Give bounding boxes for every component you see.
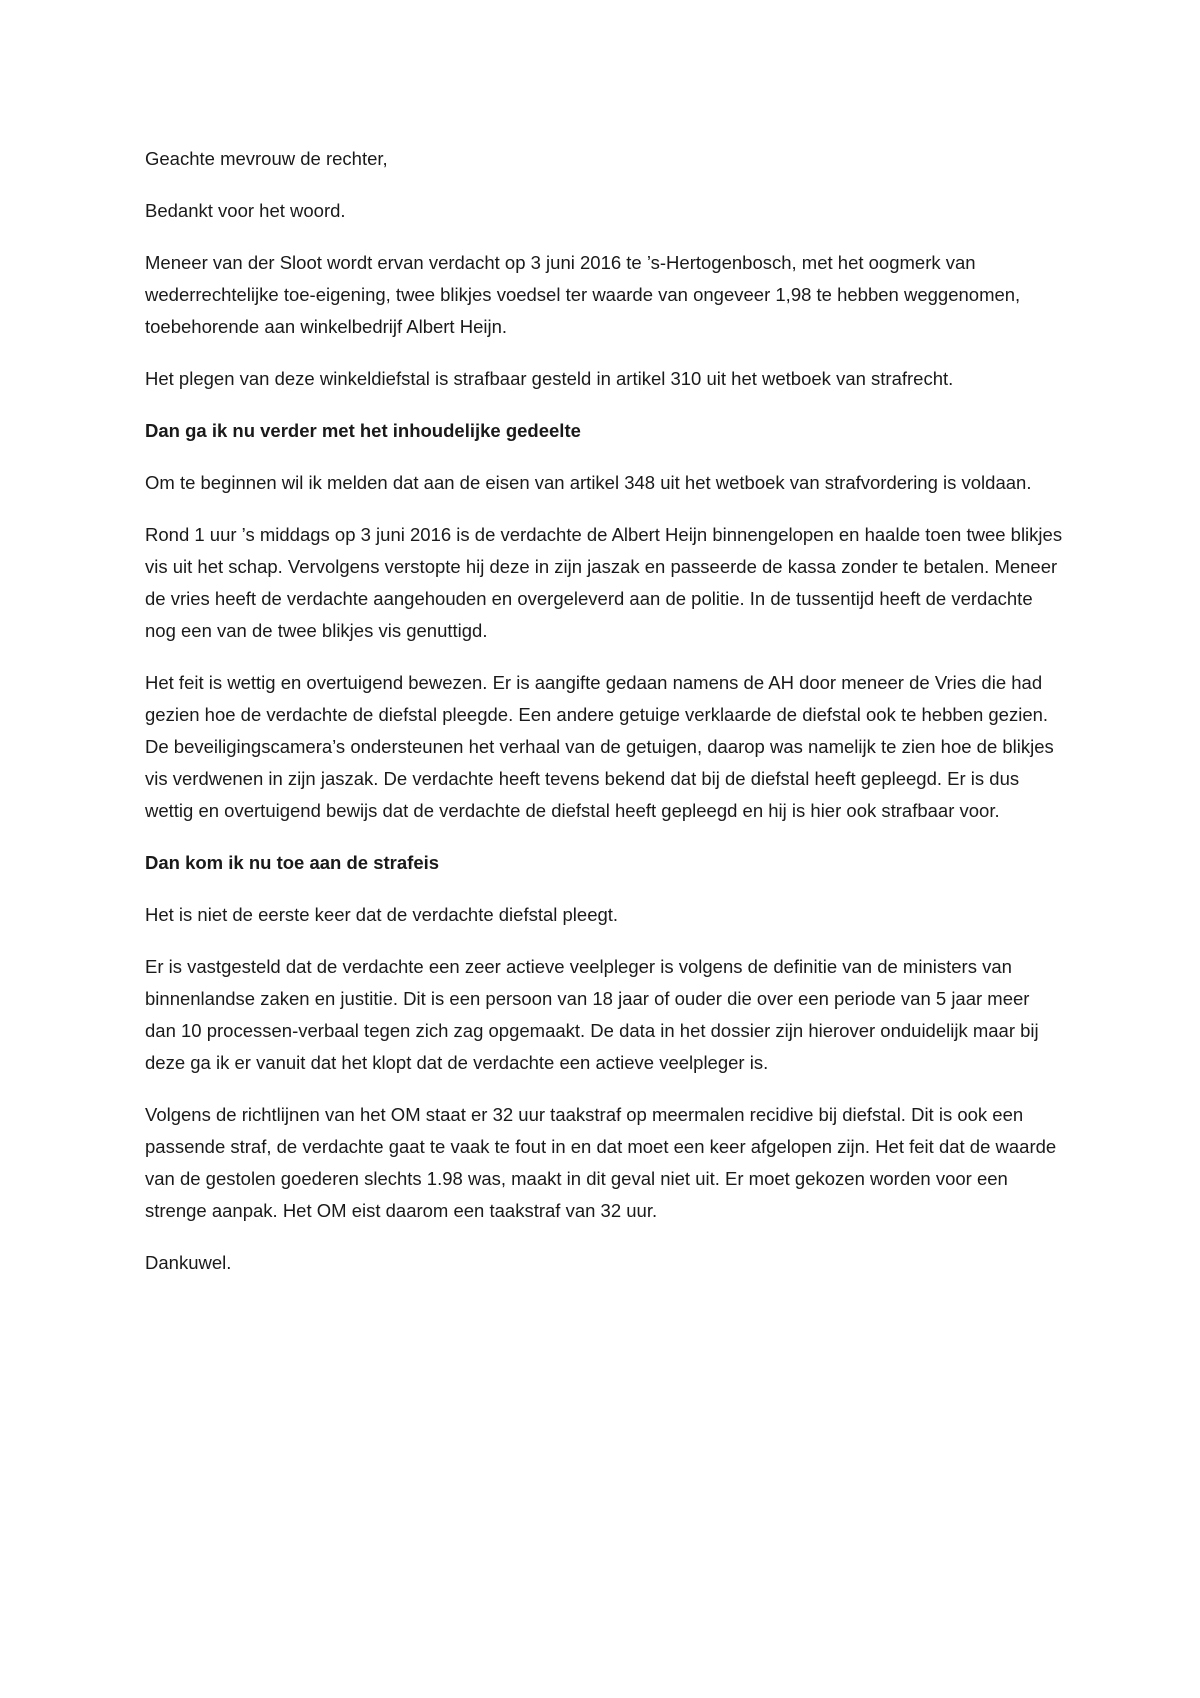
substantive-heading: Dan ga ik nu verder met het inhoudelijke gedeelte [145, 420, 581, 441]
guidelines-paragraph: Volgens de richtlijnen van het OM staat er 32 uur taakstraf op meermalen recidive bij diefstal. Dit is ook een passende straf, de verdachte gaat te vaak te fout in en dat moet een keer afgelopen zijn. Het feit dat de waarde van de gestolen goederen slechts 1.98 was, maakt in dit geval niet uit. Er moet gekozen worden voor een strenge aanpak. Het OM eist daarom een taakstraf van 32 uur. [145, 1104, 1057, 1221]
charge-paragraph: Meneer van der Sloot wordt ervan verdacht op 3 juni 2016 te ’s-Hertogenbosch, met het oogmerk van wederrechtelijke toe-eigening, twee blikjes voedsel ter waarde van ongeveer 1,98 te hebben weggenomen, toebehorende aan winkelbedrijf Albert Heijn. [145, 252, 1021, 337]
evidence-paragraph: Het feit is wettig en overtuigend bewezen. Er is aangifte gedaan namens de AH door meneer de Vries die had gezien hoe de verdachte de diefstal pleegde. Een andere getuige verklaarde de diefstal ook te hebben gezien. De beveiligingscamera’s ondersteunen het verhaal van de getuigen, daarop was namelijk te zien hoe de blikjes vis verdwenen in zijn jaszak. De verdachte heeft tevens bekend dat bij de diefstal heeft gepleegd. Er is dus wettig en overtuigend bewijs dat de verdachte de diefstal heeft gepleegd en hij is hier ook strafbaar voor. [145, 672, 1054, 821]
sentence-heading: Dan kom ik nu toe aan de strafeis [145, 852, 440, 873]
facts-paragraph: Rond 1 uur ’s middags op 3 juni 2016 is de verdachte de Albert Heijn binnengelopen en haalde toen twee blikjes vis uit het schap. Vervolgens verstopte hij deze in zijn jaszak en passeerde de kassa zonder te betalen. Meneer de vries heeft de verdachte aangehouden en overgeleverd aan de politie. In de tussentijd heeft de verdachte nog een van de twee blikjes vis genuttigd. [145, 524, 1063, 641]
salutation: Geachte mevrouw de rechter, [145, 148, 388, 169]
not-first-paragraph: Het is niet de eerste keer dat de verdachte diefstal pleegt. [145, 904, 619, 925]
closing: Dankuwel. [145, 1252, 232, 1273]
article-348-paragraph: Om te beginnen wil ik melden dat aan de eisen van artikel 348 uit het wetboek van strafvordering is voldaan. [145, 472, 1032, 493]
repeat-offender-paragraph: Er is vastgesteld dat de verdachte een zeer actieve veelpleger is volgens de definitie van de ministers van binnenlandse zaken en justitie. Dit is een persoon van 18 jaar of ouder die over een periode van 5 jaar meer dan 10 processen-verbaal tegen zich zag opgemaakt. De data in het dossier zijn hierover onduidelijk maar bij deze ga ik er vanuit dat het klopt dat de verdachte een actieve veelpleger is. [145, 956, 1039, 1073]
letter-body [145, 143, 1065, 1299]
thanks-paragraph: Bedankt voor het woord. [145, 200, 346, 221]
legal-basis-paragraph: Het plegen van deze winkeldiefstal is strafbaar gesteld in artikel 310 uit het wetboek van strafrecht. [145, 368, 954, 389]
